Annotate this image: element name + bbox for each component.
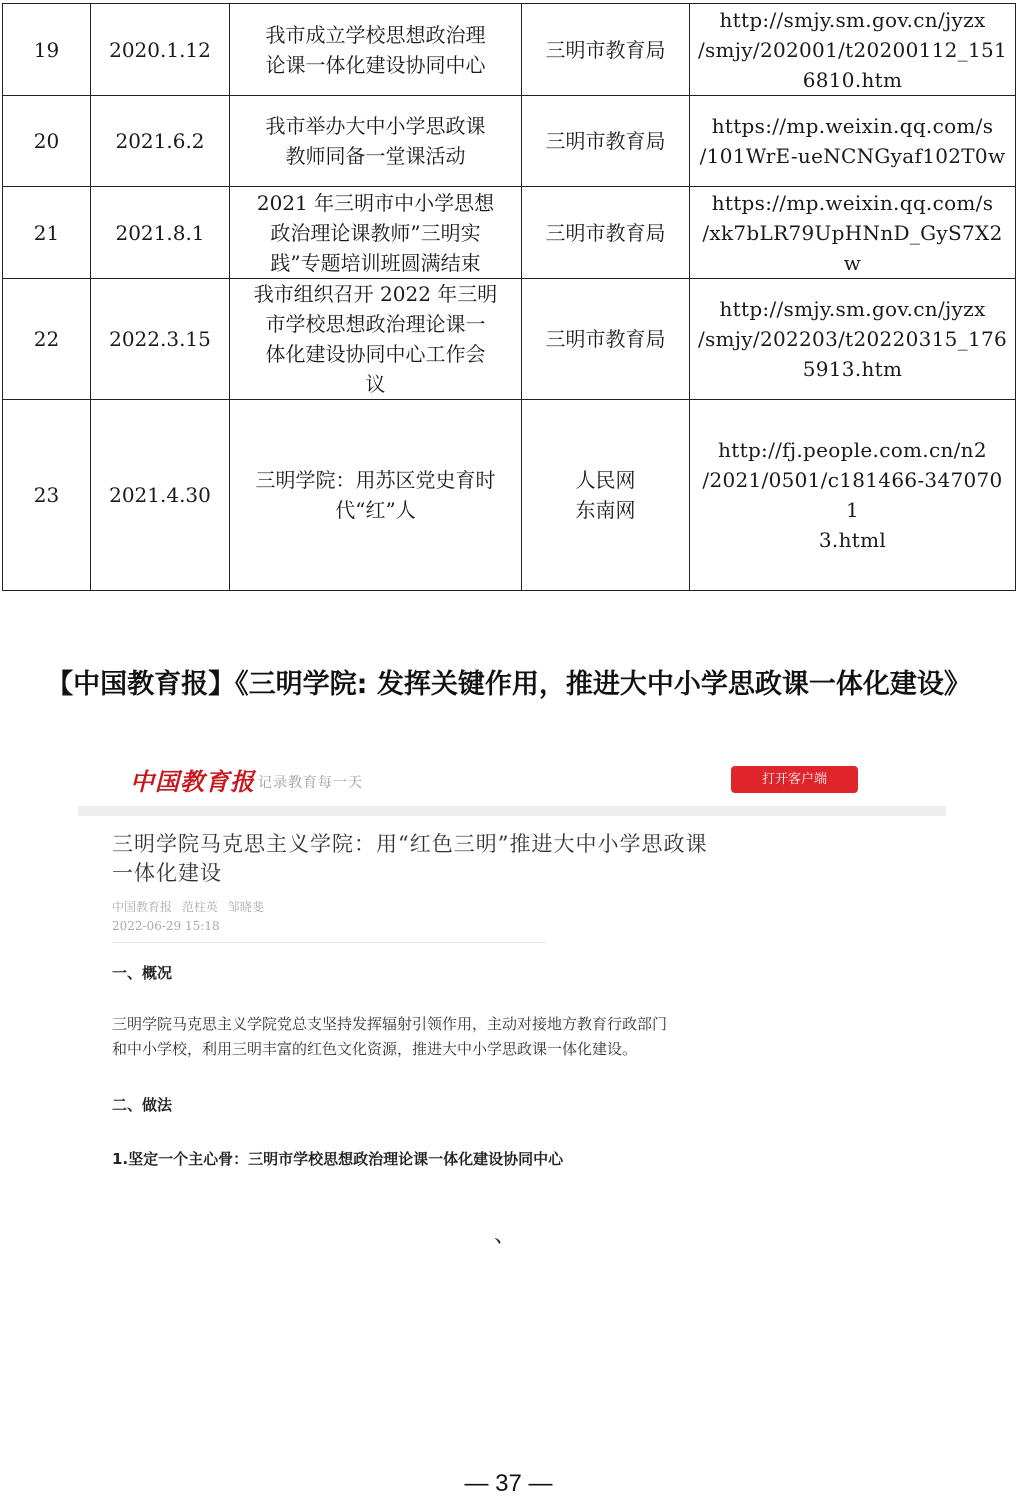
newspaper-logo: 中国教育报 xyxy=(130,767,255,796)
article-title xyxy=(112,830,872,888)
source-line: 东南网 xyxy=(575,498,636,522)
overview-paragraph xyxy=(112,1012,882,1062)
url-line: /smjy/202001/t20200112_151 xyxy=(697,37,1008,62)
row-number: 22 xyxy=(3,279,91,400)
row-title xyxy=(230,96,522,187)
url-line: 5913.htm xyxy=(802,357,903,381)
row-date: 2021.6.2 xyxy=(91,96,230,187)
row-number: 19 xyxy=(3,4,91,96)
table-row xyxy=(3,4,1016,96)
article-author: 中国教育报 xyxy=(112,900,173,914)
title-line: 我市成立学校思想政治理 xyxy=(265,22,486,47)
article-screenshot xyxy=(78,748,946,1188)
section-overview-heading: 一、概况 xyxy=(112,964,173,982)
row-date: 2022.3.15 xyxy=(91,279,230,400)
row-source xyxy=(522,279,690,400)
records-table xyxy=(2,3,1016,591)
title-line: 三明学院：用苏区党史育时 xyxy=(255,468,496,492)
row-url xyxy=(690,400,1016,591)
row-url xyxy=(690,96,1016,187)
article-authors xyxy=(112,898,270,917)
url-line: /smjy/202203/t20220315_176 xyxy=(697,327,1008,351)
url-line: https://mp.weixin.qq.com/s xyxy=(711,190,994,215)
row-title xyxy=(230,4,522,96)
stray-mark: 、 xyxy=(494,1223,517,1248)
table-row xyxy=(3,400,1016,591)
row-title xyxy=(230,279,522,400)
article-author: 邹晓斐 xyxy=(227,900,264,914)
row-url xyxy=(690,279,1016,400)
url-line: http://smjy.sm.gov.cn/jyzx xyxy=(719,297,986,321)
url-line: 6810.htm xyxy=(802,67,903,92)
row-source xyxy=(522,187,690,279)
row-url xyxy=(690,4,1016,96)
paragraph-line: 和中小学校，利用三明丰富的红色文化资源，推进大中小学思政课一体化建设。 xyxy=(112,1040,638,1058)
url-line: /xk7bLR79UpHNnD_GyS7X2w xyxy=(702,220,1003,275)
header-divider xyxy=(78,806,946,816)
source-line: 三明市教育局 xyxy=(545,220,666,245)
url-line: http://smjy.sm.gov.cn/jyzx xyxy=(719,7,986,32)
source-line: 三明市教育局 xyxy=(545,37,666,62)
newspaper-slogan: 记录教育每一天 xyxy=(258,775,363,791)
row-date: 2020.1.12 xyxy=(91,4,230,96)
url-line: 3.html xyxy=(818,528,887,552)
meta-divider xyxy=(112,942,546,943)
url-line: /2021/0501/c181466-3470701 xyxy=(702,468,1003,522)
source-line: 三明市教育局 xyxy=(545,129,666,153)
title-line: 体化建设协同中心工作会 xyxy=(265,342,486,366)
row-number: 20 xyxy=(3,96,91,187)
table-row xyxy=(3,279,1016,400)
section-heading: 【中国教育报】《三明学院: 发挥关键作用，推进大中小学思政课一体化建设》 xyxy=(46,669,971,700)
row-source xyxy=(522,4,690,96)
url-line: /101WrE-ueNCNGyaf102T0w xyxy=(699,144,1006,168)
url-line: https://mp.weixin.qq.com/s xyxy=(711,114,994,138)
subsection-heading: 1.坚定一个主心骨：三明市学校思想政治理论课一体化建设协同中心 xyxy=(112,1150,564,1168)
row-source xyxy=(522,96,690,187)
title-line: 践”专题培训班圆满结束 xyxy=(270,250,481,275)
title-line: 政治理论课教师”三明实 xyxy=(270,220,481,245)
title-line: 我市组织召开 2022 年三明 xyxy=(253,282,498,306)
row-url xyxy=(690,187,1016,279)
article-meta xyxy=(112,898,270,936)
row-number: 23 xyxy=(3,400,91,591)
row-title xyxy=(230,187,522,279)
page-number: — 37 — xyxy=(464,1470,553,1497)
title-line: 市学校思想政治理论课一 xyxy=(265,312,486,336)
section-approach-heading: 二、做法 xyxy=(112,1096,173,1114)
source-line: 三明市教育局 xyxy=(545,327,666,351)
screenshot-header xyxy=(78,748,946,806)
row-source xyxy=(522,400,690,591)
paragraph-line: 三明学院马克思主义学院党总支坚持发挥辐射引领作用，主动对接地方教育行政部门 xyxy=(112,1015,668,1033)
row-date: 2021.8.1 xyxy=(91,187,230,279)
title-line: 议 xyxy=(365,372,386,396)
source-line: 人民网 xyxy=(575,468,636,492)
row-number: 21 xyxy=(3,187,91,279)
article-title-line: 三明学院马克思主义学院：用“红色三明”推进大中小学思政课 xyxy=(112,832,708,856)
table-row xyxy=(3,187,1016,279)
article-author: 范柱英 xyxy=(181,900,218,914)
article-timestamp: 2022-06-29 15:18 xyxy=(112,919,220,933)
row-date: 2021.4.30 xyxy=(91,400,230,591)
title-line: 2021 年三明市中小学思想 xyxy=(256,190,495,215)
table-row xyxy=(3,96,1016,187)
open-app-button[interactable]: 打开客户端 xyxy=(731,766,858,793)
title-line: 我市举办大中小学思政课 xyxy=(265,114,486,138)
row-title xyxy=(230,400,522,591)
title-line: 代“红”人 xyxy=(335,498,416,522)
title-line: 教师同备一堂课活动 xyxy=(285,144,466,168)
article-title-line: 一体化建设 xyxy=(112,861,222,885)
title-line: 论课一体化建设协同中心 xyxy=(265,52,486,77)
url-line: http://fj.people.com.cn/n2 xyxy=(718,438,987,462)
